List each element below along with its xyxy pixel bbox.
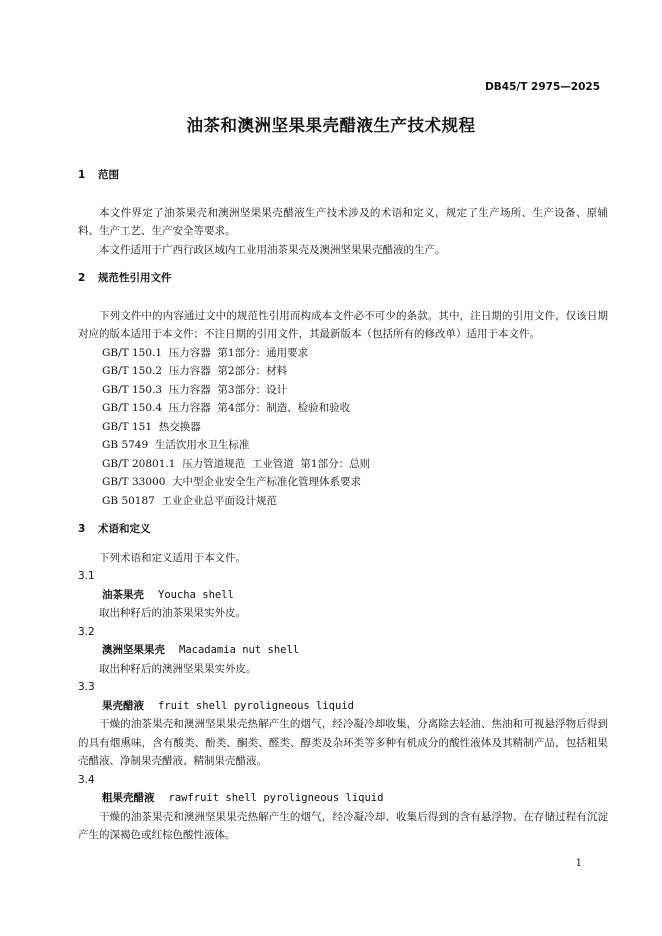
term-name-zh: 油茶果壳 [102, 588, 144, 601]
term-definition: 取出种籽后的澳洲坚果果实外皮。 [99, 662, 257, 675]
term-name-zh: 粗果壳醋液 [102, 792, 155, 804]
section-number: 2 [78, 272, 86, 284]
reference-item: GB/T 150.2 压力容器 第2部分：材料 [102, 365, 288, 377]
paragraph: 本文件适用于广西行政区域内工业用油茶果壳及澳洲坚果果壳醋液的生产。 [99, 243, 446, 256]
term-name [78, 697, 608, 716]
reference-item: GB/T 151 热交换器 [102, 420, 201, 433]
document-body [78, 166, 608, 845]
term-name-en: rawfruit shell pyroligneous liquid [168, 792, 384, 804]
term-name [78, 641, 608, 660]
term-name-zh: 果壳醋液 [102, 699, 144, 712]
term-number: 3.3 [78, 681, 95, 693]
term-name-zh: 澳洲坚果果壳 [102, 644, 165, 656]
term-name [78, 586, 608, 605]
section-title: 术语和定义 [98, 523, 151, 535]
section-title: 规范性引用文件 [98, 272, 172, 284]
document-code: DB45/T 2975—2025 [485, 81, 600, 93]
reference-item: GB/T 20801.1 压力管道规范 工业管道 第1部分：总则 [102, 457, 371, 470]
term-definition: 取出种籽后的油茶果果实外皮。 [99, 607, 246, 619]
term-number: 3.4 [78, 773, 95, 786]
reference-item: GB/T 150.3 压力容器 第3部分：设计 [102, 383, 288, 396]
section-number: 3 [78, 523, 86, 535]
reference-item: GB 5749 生活饮用水卫生标准 [102, 439, 250, 451]
term-name-en: fruit shell pyroligneous liquid [158, 699, 354, 712]
term-name-en: Youcha shell [158, 588, 234, 601]
term-number: 3.2 [78, 625, 95, 638]
reference-item: GB/T 33000 大中型企业安全生产标准化管理体系要求 [102, 476, 362, 488]
page-number: 1 [575, 858, 582, 869]
term-name-en: Macadamia nut shell [179, 644, 300, 656]
section-heading-normative-references [78, 269, 608, 288]
reference-item: GB/T 150.4 压力容器 第4部分：制造、检验和验收 [102, 402, 351, 414]
paragraph: 下列文件中的内容通过文中的规范性引用而构成本文件必不可少的条款。其中，注日期的引用文件，仅该日期对应的版本适用于本文件；不注日期的引用文件，其最新版本（包括所有的修改单）适用于本文件。 [78, 309, 608, 340]
section-heading-terms-definitions [78, 520, 608, 539]
section-heading-scope [78, 166, 608, 185]
paragraph: 本文件界定了油茶果壳和澳洲坚果果壳醋液生产技术涉及的术语和定义，规定了生产场所、生产设备、原辅料、生产工艺、生产安全等要求。 [78, 206, 608, 237]
term-number: 3.1 [78, 570, 95, 582]
section-number: 1 [78, 169, 86, 181]
term-definition: 干燥的油茶果壳和澳洲坚果果壳热解产生的烟气，经冷凝冷却、收集后得到的含有悬浮物、在存储过程有沉淀产生的深褐色或红棕色酸性液体。 [78, 810, 608, 841]
reference-item: GB 50187 工业企业总平面设计规范 [102, 494, 278, 507]
term-name [78, 789, 608, 808]
reference-item: GB/T 150.1 压力容器 第1部分：通用要求 [102, 346, 309, 359]
term-definition: 干燥的油茶果壳和澳洲坚果果壳热解产生的烟气，经冷凝冷却收集，分离除去轻油、焦油和可视悬浮物后得到的具有烟熏味，含有酸类、酚类、酮类、醛类、醇类及杂环类等多种有机成分的酸性液体及其精制产品，包括粗果壳醋液、净制果壳醋液、精制果壳醋液。 [78, 718, 608, 767]
paragraph: 下列术语和定义适用于本文件。 [99, 551, 246, 564]
section-title: 范围 [98, 169, 119, 181]
document-title: 油茶和澳洲坚果果壳醋液生产技术规程 [186, 116, 476, 135]
